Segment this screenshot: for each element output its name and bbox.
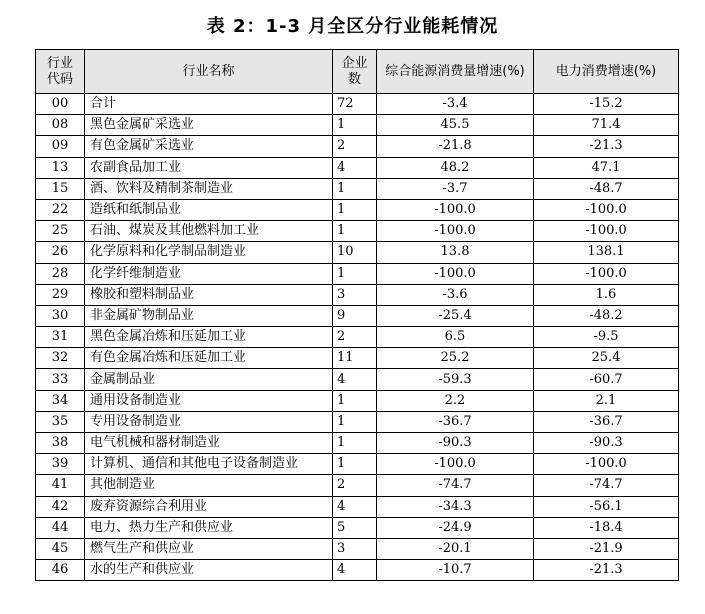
table-row: [36, 433, 679, 454]
cell-energy-growth: 25.2: [377, 348, 534, 369]
cell-enterprise-count: 10: [333, 242, 377, 263]
cell-power-growth: -100.0: [534, 454, 679, 475]
cell-industry-name: 水的生产和供应业: [85, 560, 333, 581]
table-row: [36, 242, 679, 263]
cell-industry-code: 26: [36, 242, 85, 263]
cell-enterprise-count: 1: [333, 411, 377, 432]
cell-industry-code: 15: [36, 178, 85, 199]
cell-industry-code: 35: [36, 411, 85, 432]
cell-power-growth: 2.1: [534, 390, 679, 411]
cell-industry-name: 金属制品业: [85, 369, 333, 390]
cell-power-growth: -21.3: [534, 560, 679, 581]
cell-energy-growth: -24.9: [377, 517, 534, 538]
cell-industry-code: 42: [36, 496, 85, 517]
cell-power-growth: -56.1: [534, 496, 679, 517]
cell-industry-name: 有色金属矿采选业: [85, 136, 333, 157]
cell-enterprise-count: 4: [333, 496, 377, 517]
cell-enterprise-count: 1: [333, 199, 377, 220]
cell-industry-name: 通用设备制造业: [85, 390, 333, 411]
cell-industry-code: 34: [36, 390, 85, 411]
cell-industry-code: 44: [36, 517, 85, 538]
cell-industry-code: 32: [36, 348, 85, 369]
cell-enterprise-count: 11: [333, 348, 377, 369]
cell-industry-code: 33: [36, 369, 85, 390]
header-power-growth: 电力消费增速(%): [534, 50, 679, 94]
cell-industry-name: 专用设备制造业: [85, 411, 333, 432]
table-row: [36, 178, 679, 199]
cell-energy-growth: -100.0: [377, 454, 534, 475]
table-row: [36, 221, 679, 242]
cell-industry-code: 22: [36, 199, 85, 220]
cell-industry-code: 41: [36, 475, 85, 496]
cell-industry-name: 有色金属冶炼和压延加工业: [85, 348, 333, 369]
cell-industry-code: 00: [36, 94, 85, 115]
cell-industry-name: 黑色金属矿采选业: [85, 115, 333, 136]
cell-energy-growth: -25.4: [377, 305, 534, 326]
cell-industry-code: 39: [36, 454, 85, 475]
cell-industry-name: 橡胶和塑料制品业: [85, 284, 333, 305]
table-body: [36, 94, 679, 581]
cell-power-growth: 1.6: [534, 284, 679, 305]
header-industry-code: 行业代码: [36, 50, 85, 94]
cell-energy-growth: -3.6: [377, 284, 534, 305]
cell-enterprise-count: 1: [333, 221, 377, 242]
cell-industry-code: 25: [36, 221, 85, 242]
table-row: [36, 538, 679, 559]
cell-energy-growth: -90.3: [377, 433, 534, 454]
cell-industry-code: 46: [36, 560, 85, 581]
cell-enterprise-count: 1: [333, 178, 377, 199]
cell-energy-growth: -10.7: [377, 560, 534, 581]
cell-energy-growth: 48.2: [377, 157, 534, 178]
cell-industry-name: 电气机械和器材制造业: [85, 433, 333, 454]
cell-power-growth: -15.2: [534, 94, 679, 115]
cell-industry-name: 酒、饮料及精制茶制造业: [85, 178, 333, 199]
cell-energy-growth: -20.1: [377, 538, 534, 559]
cell-industry-code: 08: [36, 115, 85, 136]
header-industry-name: 行业名称: [85, 50, 333, 94]
cell-industry-code: 29: [36, 284, 85, 305]
industry-energy-table: [35, 49, 679, 581]
cell-power-growth: -90.3: [534, 433, 679, 454]
cell-industry-name: 化学纤维制造业: [85, 263, 333, 284]
cell-enterprise-count: 1: [333, 115, 377, 136]
cell-industry-name: 非金属矿物制品业: [85, 305, 333, 326]
cell-industry-name: 电力、热力生产和供应业: [85, 517, 333, 538]
cell-industry-name: 燃气生产和供应业: [85, 538, 333, 559]
cell-enterprise-count: 1: [333, 433, 377, 454]
cell-industry-code: 30: [36, 305, 85, 326]
cell-power-growth: -48.7: [534, 178, 679, 199]
cell-power-growth: 138.1: [534, 242, 679, 263]
table-row: [36, 454, 679, 475]
cell-energy-growth: -74.7: [377, 475, 534, 496]
cell-energy-growth: -100.0: [377, 221, 534, 242]
cell-enterprise-count: 2: [333, 327, 377, 348]
cell-enterprise-count: 4: [333, 157, 377, 178]
cell-industry-name: 石油、煤炭及其他燃料加工业: [85, 221, 333, 242]
table-header-row: [36, 50, 679, 94]
cell-enterprise-count: 1: [333, 390, 377, 411]
cell-power-growth: -21.3: [534, 136, 679, 157]
cell-industry-code: 13: [36, 157, 85, 178]
cell-power-growth: -100.0: [534, 221, 679, 242]
cell-energy-growth: -34.3: [377, 496, 534, 517]
table-row: [36, 199, 679, 220]
cell-industry-code: 38: [36, 433, 85, 454]
cell-energy-growth: 6.5: [377, 327, 534, 348]
cell-power-growth: -36.7: [534, 411, 679, 432]
table-row: [36, 327, 679, 348]
cell-power-growth: -60.7: [534, 369, 679, 390]
cell-energy-growth: 2.2: [377, 390, 534, 411]
cell-power-growth: -21.9: [534, 538, 679, 559]
cell-industry-name: 化学原料和化学制品制造业: [85, 242, 333, 263]
cell-enterprise-count: 9: [333, 305, 377, 326]
cell-industry-name: 造纸和纸制品业: [85, 199, 333, 220]
table-row: [36, 284, 679, 305]
table-row: [36, 115, 679, 136]
header-enterprise-count: 企业数: [333, 50, 377, 94]
cell-power-growth: -74.7: [534, 475, 679, 496]
table-row: [36, 136, 679, 157]
table-row: [36, 411, 679, 432]
cell-industry-code: 45: [36, 538, 85, 559]
cell-power-growth: -18.4: [534, 517, 679, 538]
cell-power-growth: 47.1: [534, 157, 679, 178]
cell-energy-growth: -100.0: [377, 199, 534, 220]
cell-industry-name: 黑色金属冶炼和压延加工业: [85, 327, 333, 348]
cell-power-growth: -9.5: [534, 327, 679, 348]
cell-enterprise-count: 4: [333, 560, 377, 581]
cell-power-growth: 71.4: [534, 115, 679, 136]
table-row: [36, 157, 679, 178]
cell-industry-code: 31: [36, 327, 85, 348]
cell-energy-growth: -3.4: [377, 94, 534, 115]
cell-industry-name: 计算机、通信和其他电子设备制造业: [85, 454, 333, 475]
header-energy-growth: 综合能源消费量增速(%): [377, 50, 534, 94]
cell-industry-name: 废弃资源综合利用业: [85, 496, 333, 517]
table-row: [36, 348, 679, 369]
cell-power-growth: 25.4: [534, 348, 679, 369]
table-row: [36, 517, 679, 538]
cell-power-growth: -100.0: [534, 199, 679, 220]
cell-enterprise-count: 3: [333, 284, 377, 305]
cell-power-growth: -48.2: [534, 305, 679, 326]
cell-energy-growth: -59.3: [377, 369, 534, 390]
table-row: [36, 369, 679, 390]
cell-energy-growth: -100.0: [377, 263, 534, 284]
cell-enterprise-count: 1: [333, 263, 377, 284]
table-row: [36, 94, 679, 115]
cell-enterprise-count: 72: [333, 94, 377, 115]
table-row: [36, 263, 679, 284]
cell-enterprise-count: 4: [333, 369, 377, 390]
cell-energy-growth: -36.7: [377, 411, 534, 432]
cell-energy-growth: -21.8: [377, 136, 534, 157]
cell-energy-growth: 45.5: [377, 115, 534, 136]
cell-industry-name: 其他制造业: [85, 475, 333, 496]
cell-enterprise-count: 2: [333, 475, 377, 496]
cell-industry-code: 09: [36, 136, 85, 157]
cell-power-growth: -100.0: [534, 263, 679, 284]
cell-industry-name: 合计: [85, 94, 333, 115]
cell-energy-growth: 13.8: [377, 242, 534, 263]
cell-enterprise-count: 1: [333, 454, 377, 475]
cell-enterprise-count: 5: [333, 517, 377, 538]
cell-enterprise-count: 3: [333, 538, 377, 559]
cell-enterprise-count: 2: [333, 136, 377, 157]
table-row: [36, 475, 679, 496]
table-row: [36, 496, 679, 517]
cell-industry-name: 农副食品加工业: [85, 157, 333, 178]
table-row: [36, 560, 679, 581]
table-row: [36, 305, 679, 326]
table-row: [36, 390, 679, 411]
cell-industry-code: 28: [36, 263, 85, 284]
table-title: 表 2：1-3 月全区分行业能耗情况: [206, 16, 499, 37]
cell-energy-growth: -3.7: [377, 178, 534, 199]
